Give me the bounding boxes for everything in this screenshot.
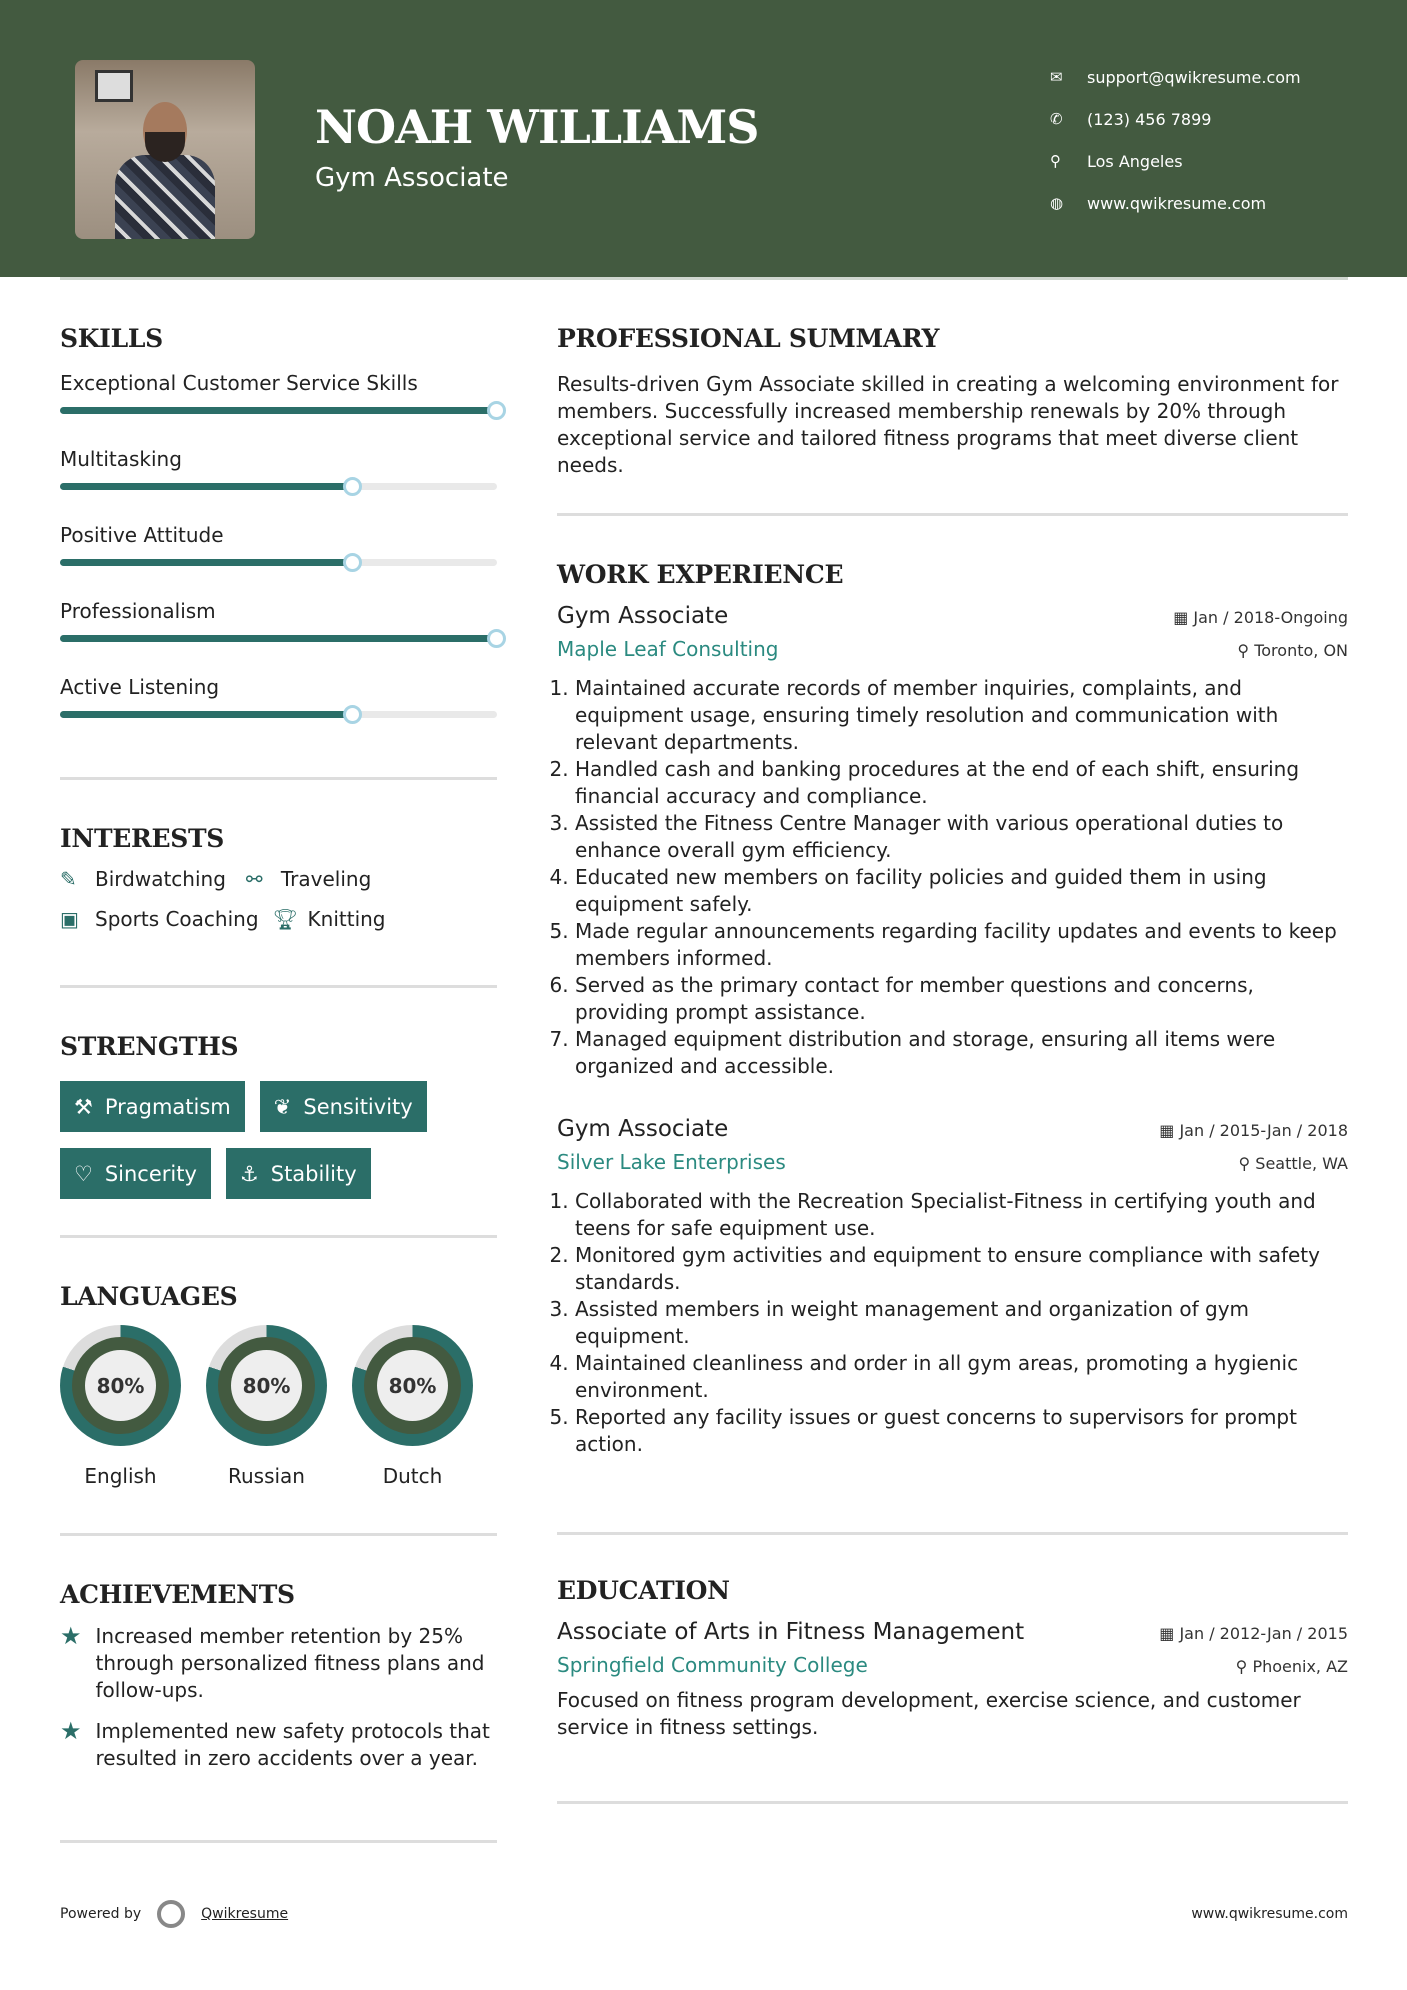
company: Silver Lake Enterprises [557, 1150, 786, 1174]
contact-text: (123) 456 7899 [1087, 109, 1212, 129]
job-bullet: 3. Assisted members in weight management and organization of gym equipment. [575, 1296, 1348, 1350]
interests-section [60, 824, 497, 931]
achievement-item [60, 1623, 497, 1704]
language-donut [206, 1325, 327, 1446]
section-title: WORK EXPERIENCE [557, 560, 844, 589]
contact-phone [1050, 98, 1301, 140]
contact-list [1050, 56, 1301, 224]
summary-section [557, 324, 1348, 479]
language-percent: 80% [377, 1350, 448, 1421]
divider [60, 1840, 497, 1843]
strength-label: Sincerity [104, 1161, 197, 1186]
skill-item [60, 369, 497, 445]
job-bullet: 5. Reported any facility issues or guest concerns to supervisors for prompt action. [575, 1404, 1348, 1458]
divider [60, 777, 497, 780]
job-location: Toronto, ON [1254, 641, 1348, 660]
strengths-section [60, 1032, 497, 1199]
job-title: Gym Associate [557, 1116, 729, 1142]
skill-label: Multitasking [60, 447, 182, 471]
contact-email[interactable] [1050, 56, 1301, 98]
skill-label: Positive Attitude [60, 523, 224, 547]
candidate-role: Gym Associate [315, 163, 509, 193]
contact-location [1050, 140, 1301, 182]
job-title: Gym Associate [557, 603, 729, 629]
strength-label: Pragmatism [104, 1094, 231, 1119]
star-icon: ★ [60, 1717, 82, 1745]
strength-chip [226, 1148, 371, 1199]
interest-item [60, 867, 226, 891]
skill-bar [60, 483, 497, 490]
edit-icon: ✎ [60, 867, 77, 891]
job-bullet: 1. Maintained accurate records of member inquiries, complaints, and equipment usage, ensuring timely resolution and communication with relevant departments. [575, 675, 1348, 756]
language-item [352, 1325, 473, 1488]
achievements-section [60, 1580, 497, 1772]
languages-section [60, 1282, 497, 1488]
strength-label: Stability [270, 1161, 357, 1186]
pin-icon: ⚲ [1238, 1154, 1256, 1173]
globe-icon: ◍ [1050, 194, 1064, 212]
strength-chip [260, 1081, 427, 1132]
language-label: English [84, 1464, 157, 1488]
footer [60, 1900, 1348, 1928]
skill-bar [60, 407, 497, 414]
section-title: EDUCATION [557, 1576, 730, 1605]
gavel-icon: ⚒ [74, 1094, 93, 1119]
skill-knob [487, 401, 506, 420]
contact-text: Los Angeles [1087, 151, 1183, 171]
job-bullet: 7. Managed equipment distribution and storage, ensuring all items were organized and accessible. [575, 1026, 1348, 1080]
star-icon: ★ [60, 1622, 82, 1650]
education-section [557, 1576, 1348, 1741]
footer-url[interactable]: www.qwikresume.com [1191, 1906, 1348, 1922]
skill-knob [343, 705, 362, 724]
job-bullet: 6. Served as the primary contact for member questions and concerns, providing prompt assistance. [575, 972, 1348, 1026]
skill-knob [487, 629, 506, 648]
skill-knob [343, 477, 362, 496]
section-title: PROFESSIONAL SUMMARY [557, 324, 940, 353]
pin-icon: ⚲ [1237, 641, 1255, 660]
language-donut [60, 1325, 181, 1446]
edu-location: Phoenix, AZ [1252, 1657, 1348, 1676]
section-title: ACHIEVEMENTS [60, 1580, 295, 1609]
skill-item [60, 597, 497, 673]
company: Maple Leaf Consulting [557, 637, 779, 661]
section-title: LANGUAGES [60, 1282, 238, 1311]
interest-label: Traveling [280, 867, 372, 891]
interest-item [246, 867, 371, 891]
edu-dates: Jan / 2012-Jan / 2015 [1179, 1624, 1348, 1643]
skill-label: Exceptional Customer Service Skills [60, 371, 418, 395]
skill-knob [343, 553, 362, 572]
binoculars-icon: ⚯ [245, 867, 263, 891]
language-label: Russian [227, 1464, 305, 1488]
job-bullet: 2. Handled cash and banking procedures at the end of each shift, ensuring financial accuracy and compliance. [575, 756, 1348, 810]
language-donut [352, 1325, 473, 1446]
work-section [557, 560, 1348, 1458]
job-bullets [557, 1188, 1348, 1458]
interest-label: Birdwatching [95, 867, 226, 891]
skill-item [60, 673, 497, 749]
trophy-icon: 🏆︎ [272, 907, 298, 931]
achievement-text: Increased member retention by 25% through personalized fitness plans and follow-ups. [95, 1624, 485, 1702]
job-bullet: 2. Monitored gym activities and equipment to ensure compliance with safety standards. [575, 1242, 1348, 1296]
calendar-icon: ▦ [1159, 1121, 1180, 1140]
divider [557, 1801, 1348, 1804]
interest-label: Sports Coaching [95, 907, 259, 931]
divider [60, 1235, 497, 1238]
calendar-icon: ▦ [1173, 608, 1194, 627]
language-percent: 80% [231, 1350, 302, 1421]
job-location: Seattle, WA [1255, 1154, 1348, 1173]
achievement-text: Implemented new safety protocols that resulted in zero accidents over a year. [95, 1719, 490, 1770]
job-dates: Jan / 2015-Jan / 2018 [1179, 1121, 1348, 1140]
job-entry [557, 1116, 1348, 1458]
profile-photo [75, 60, 255, 239]
envelope-icon: ✉ [1050, 68, 1063, 86]
divider [60, 985, 497, 988]
job-bullet: 1. Collaborated with the Recreation Specialist-Fitness in certifying youth and teens for safe equipment use. [575, 1188, 1348, 1242]
summary-text: Results-driven Gym Associate skilled in creating a welcoming environment for members. Successfully increased membership renewals by 20% through exceptional service and tailored fitness programs that meet diverse client needs. [557, 372, 1339, 477]
job-bullet: 4. Maintained cleanliness and order in all gym areas, promoting a hygienic environment. [575, 1350, 1348, 1404]
language-item [60, 1325, 181, 1488]
contact-website[interactable] [1050, 182, 1301, 224]
heart-icon: ♡ [74, 1161, 93, 1186]
section-title: STRENGTHS [60, 1032, 239, 1061]
calendar-icon: ▦ [1159, 1624, 1180, 1643]
skills-section [60, 324, 497, 749]
divider [557, 513, 1348, 516]
job-entry [557, 603, 1348, 1080]
skill-bar [60, 559, 497, 566]
anchor-icon: ⚓ [239, 1161, 259, 1186]
powered-by: Powered by [60, 1906, 142, 1922]
skill-bar [60, 711, 497, 718]
language-percent: 80% [85, 1350, 156, 1421]
job-bullet: 3. Assisted the Fitness Centre Manager with various operational duties to enhance overall gym efficiency. [575, 810, 1348, 864]
interest-label: Knitting [307, 907, 386, 931]
skill-item [60, 445, 497, 521]
job-dates: Jan / 2018-Ongoing [1193, 608, 1348, 627]
degree: Associate of Arts in Fitness Management [557, 1619, 1025, 1645]
contact-text: www.qwikresume.com [1087, 193, 1267, 213]
qwikresume-logo-icon [157, 1900, 185, 1928]
divider [60, 1533, 497, 1536]
candidate-name: NOAH WILLIAMS [315, 100, 759, 154]
achievement-item [60, 1718, 497, 1772]
brand-link[interactable]: Qwikresume [201, 1906, 289, 1922]
strength-label: Sensitivity [303, 1094, 413, 1119]
education-text: Focused on fitness program development, exercise science, and customer service in fitness settings. [557, 1688, 1301, 1739]
language-item [206, 1325, 327, 1488]
job-bullet: 5. Made regular announcements regarding facility updates and events to keep members informed. [575, 918, 1348, 972]
job-bullets [557, 675, 1348, 1080]
phone-icon: ✆ [1050, 110, 1063, 128]
header-divider [60, 277, 1348, 280]
contact-text: support@qwikresume.com [1087, 67, 1301, 87]
interest-item [60, 907, 259, 931]
skill-label: Active Listening [60, 675, 220, 699]
language-label: Dutch [382, 1464, 443, 1488]
job-bullet: 4. Educated new members on facility policies and guided them in using equipment safely. [575, 864, 1348, 918]
skill-item [60, 521, 497, 597]
skill-bar [60, 635, 497, 642]
skill-label: Professionalism [60, 599, 216, 623]
briefcase-icon: ▣ [60, 907, 79, 931]
map-marker-icon: ⚲ [1050, 152, 1061, 170]
pin-icon: ⚲ [1235, 1657, 1253, 1676]
section-title: SKILLS [60, 324, 163, 353]
section-title: INTERESTS [60, 824, 225, 853]
interest-item [273, 907, 386, 931]
divider [557, 1532, 1348, 1535]
strength-chip [60, 1148, 211, 1199]
strength-chip [60, 1081, 245, 1132]
leaf-icon: ❦ [273, 1094, 292, 1119]
school: Springfield Community College [557, 1653, 868, 1677]
